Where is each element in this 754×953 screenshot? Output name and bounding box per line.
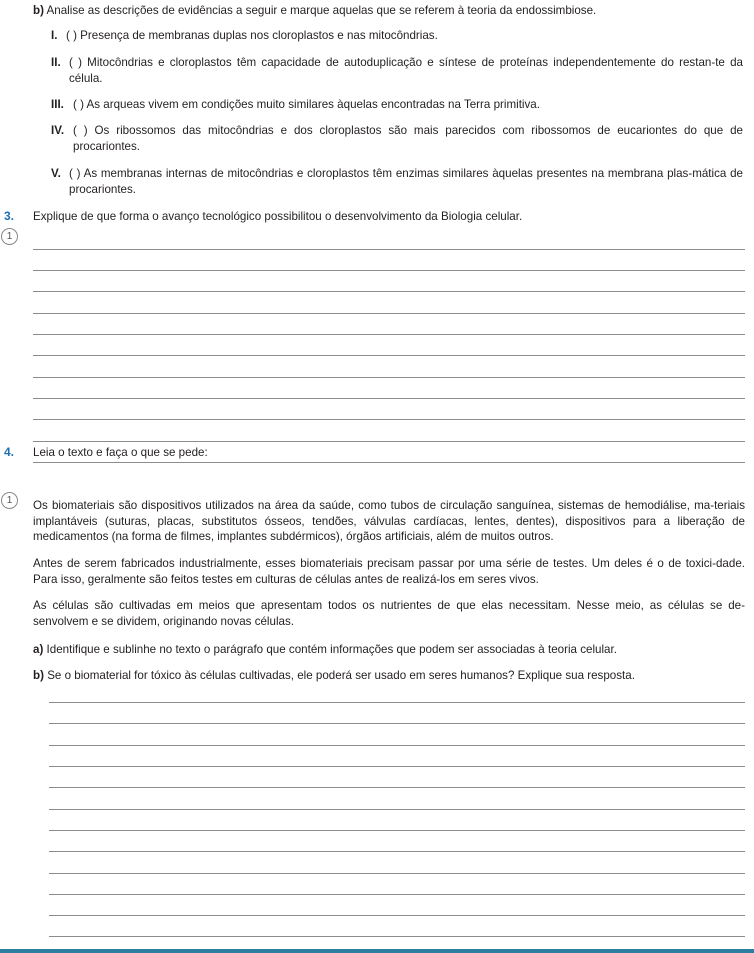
answer-line[interactable] [49,787,745,788]
part-b-heading [33,3,743,19]
answer-line[interactable] [33,377,745,378]
answer-line[interactable] [33,441,745,442]
item-1-label: I. [51,29,58,42]
item-2 [51,55,743,86]
q4-sub-b-text: Se o biomaterial for tóxico às células cultivadas, ele poderá ser usado em seres humanos? Explique sua resposta. [47,669,635,682]
page-bottom-bar [0,949,754,953]
item-3 [51,97,743,113]
q4-paragraph-1: Os biomateriais são dispositivos utilizados na área da saúde, como tubos de circulação sanguínea, sistemas de hemodiálise, ma-teriais implantáveis (suturas, placas, substitutos ósseos, tendões, válvulas cardíacas, lentes, dentes), dispositivos para a liberação de medicamentos (na forma de filmes, implantes subdérmicos), órgãos artificiais, além de muitos outros. [33,499,745,543]
item-2-text: ( ) Mitocôndrias e cloroplastos têm capacidade de autoduplicação e síntese de proteínas independentemente do restan-te da célula. [69,56,743,85]
part-b-prompt: Analise as descrições de evidências a seguir e marque aquelas que se referem à teoria da endossimbiose. [46,4,597,17]
item-2-label: II. [51,56,61,69]
q4-paragraph-2: Antes de serem fabricados industrialmente, esses biomateriais precisam passar por uma série de testes. Um deles é o de toxici-dade. Para isso, geralmente são feitos testes em culturas de células antes de realizá-los em seres vivos. [33,557,745,586]
item-1-text: ( ) Presença de membranas duplas nos cloroplastos e nas mitocôndrias. [66,29,438,42]
answer-line[interactable] [49,702,745,703]
item-1 [51,28,743,44]
answer-line[interactable] [33,249,745,250]
answer-line[interactable] [49,830,745,831]
q4-sub-b-label: b) [33,669,44,682]
question-3-number: 3. [4,209,15,223]
item-4-text: ( ) Os ribossomos das mitocôndrias e dos cloroplastos são mais parecidos com ribossomos de eucariontes do que de procariontes. [73,124,743,153]
q4-subquestion-b [33,668,745,684]
question-3-prompt: Explique de que forma o avanço tecnológico possibilitou o desenvolvimento da Biologia celular. [33,210,523,223]
answer-line[interactable] [33,334,745,335]
item-5-text: ( ) As membranas internas de mitocôndrias e cloroplastos têm enzimas similares àquelas presentes na membrana plas-mática de procariontes. [69,167,743,196]
answer-line[interactable] [33,355,745,356]
item-5 [51,166,743,197]
answer-line[interactable] [33,462,745,463]
answer-line[interactable] [49,745,745,746]
answer-line[interactable] [49,766,745,767]
answer-line[interactable] [49,873,745,874]
answer-line[interactable] [49,851,745,852]
answer-line[interactable] [33,291,745,292]
item-4 [51,123,743,154]
answer-line[interactable] [33,398,745,399]
item-3-text: ( ) As arqueas vivem em condições muito similares àquelas encontradas na Terra primitiva. [73,98,540,111]
answer-line[interactable] [33,419,745,420]
question-4-prompt: Leia o texto e faça o que se pede: [33,446,208,459]
item-3-label: III. [51,98,64,111]
q4-sub-a-text: Identifique e sublinhe no texto o parágrafo que contém informações que podem ser associadas à teoria celular. [46,643,617,656]
item-5-label: V. [51,167,61,180]
answer-line[interactable] [49,723,745,724]
answer-line[interactable] [49,915,745,916]
answer-line[interactable] [49,936,745,937]
part-b-label: b) [33,4,44,17]
question-4-badge: 1 [1,492,18,509]
answer-line[interactable] [33,313,745,314]
answer-line[interactable] [49,894,745,895]
q4-sub-a-label: a) [33,643,44,656]
q4-paragraph-3: As células são cultivadas em meios que apresentam todos os nutrientes de que elas necessitam. Nesse meio, as células se de-senvolvem e se dividem, originando novas células. [33,599,745,628]
q4-subquestion-a [33,642,745,658]
question-3-badge: 1 [1,228,18,245]
question-4-number: 4. [4,445,15,459]
answer-line[interactable] [49,809,745,810]
answer-line[interactable] [33,270,745,271]
item-4-label: IV. [51,124,65,137]
